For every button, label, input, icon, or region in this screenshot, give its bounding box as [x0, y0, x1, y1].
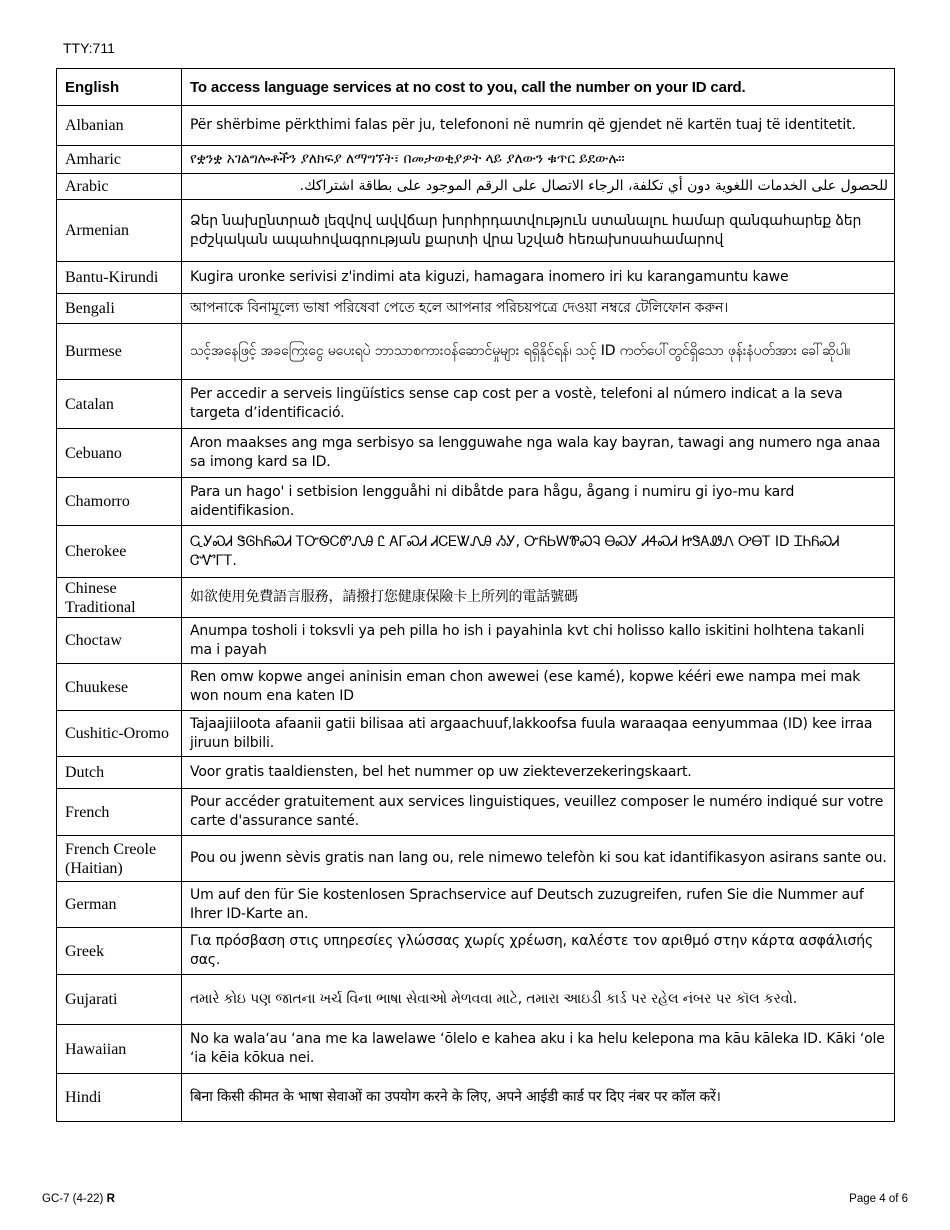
header-language: English: [57, 69, 182, 106]
language-text: Pou ou jwenn sèvis gratis nan lang ou, rele nimewo telefòn ki sou kat idantifikasyon asirans sante ou.: [182, 836, 895, 882]
table-row-amharic: [57, 146, 895, 174]
form-code: [42, 1193, 115, 1205]
language-text: Ձեր նախընտրած լեզվով ավվճար խորհրդատվություն ստանալու համար զանգահարեք ձեր բժշկական ապահովագրության քարտի վրա նշված հեռախոսահամարով: [182, 200, 895, 262]
table-row-french-creole: [57, 836, 895, 882]
page-number: Page 4 of 6: [849, 1193, 908, 1205]
language-text: ᏩᎩᏍᏗ ᏕᎶᏂᏲᏍᏗ ᎢᏅᏫᏟᏛᏁᎯ Ꮭ ᎪᎱᏍᏗ ᏗᏟᎬᏔᏁᎯ ᏱᎩ, ᏅᏲᏏᎳᏈᏍᎸ ᎾᏍᎩ ᏗᏎᏍᏗ ᏥᏕᎪᏪᏁ ᎤᎾᎢ ID ᏆᏂᏲᏍᏗ ᏣᏉᎱᎢ.: [182, 526, 895, 578]
language-text: Voor gratis taaldiensten, bel het nummer op uw ziekteverzekeringskaart.: [182, 757, 895, 789]
language-name: French: [57, 789, 182, 836]
table-header-row: [57, 69, 895, 106]
table-row-cherokee: [57, 526, 895, 578]
table-row-arabic: [57, 174, 895, 200]
table-row-bantu-kirundi: [57, 262, 895, 294]
language-text: No ka wala‘au ‘ana me ka lawelawe ‘ōlelo e kahea aku i ka helu kelepona ma kāu kāleka ID. Kāki ‘ole ‘ia kēia kōkua nei.: [182, 1025, 895, 1074]
language-text: Ren omw kopwe angei aninisin eman chon awewei (ese kamé), kopwe kééri ewe nampa mei mak won noum ena katen ID: [182, 664, 895, 711]
language-name: Chuukese: [57, 664, 182, 711]
table-row-armenian: [57, 200, 895, 262]
language-services-table: [56, 68, 895, 1122]
language-text: बिना किसी कीमत के भाषा सेवाओं का उपयोग करने के लिए, अपने आईडी कार्ड पर दिए नंबर पर कॉल करें।: [182, 1074, 895, 1122]
language-name: Bengali: [57, 294, 182, 324]
table-row-german: [57, 882, 895, 928]
language-text: Për shërbime përkthimi falas për ju, telefononi në numrin që gjendet në kartën tuaj të identitetit.: [182, 106, 895, 146]
language-text: Para un hago' i setbision lengguåhi ni dibåtde para hågu, ågang i numiru gi iyo-mu kard aidentifikasion.: [182, 478, 895, 526]
form-code-text: GC-7 (4-22): [42, 1193, 104, 1205]
language-text: Per accedir a serveis lingüístics sense cap cost per a vostè, telefoni al número indicat a la seva targeta d’identificació.: [182, 380, 895, 429]
table-row-cushitic-oromo: [57, 711, 895, 757]
table-row-chuukese: [57, 664, 895, 711]
table-row-greek: [57, 928, 895, 975]
table-row-dutch: [57, 757, 895, 789]
tty-number: TTY:711: [63, 40, 115, 56]
language-name: Hindi: [57, 1074, 182, 1122]
language-text: للحصول على الخدمات اللغوية دون أي تكلفة، الرجاء الاتصال على الرقم الموجود على بطاقة اشتراكك.: [182, 174, 895, 200]
language-name: Dutch: [57, 757, 182, 789]
table-row-chamorro: [57, 478, 895, 526]
table-row-cebuano: [57, 429, 895, 478]
language-name: Amharic: [57, 146, 182, 174]
header-text: To access language services at no cost to you, call the number on your ID card.: [182, 69, 895, 106]
language-name: Armenian: [57, 200, 182, 262]
table-row-choctaw: [57, 618, 895, 664]
language-name: Albanian: [57, 106, 182, 146]
table-row-albanian: [57, 106, 895, 146]
language-text: Για πρόσβαση στις υπηρεσίες γλώσσας χωρίς χρέωση, καλέστε τον αριθμό στην κάρτα ασφάλισής σας.: [182, 928, 895, 975]
language-name: Catalan: [57, 380, 182, 429]
language-text: የቋንቋ አገልግሎቶችን ያለክፍያ ለማግኘት፣ በመታወቂያዎት ላይ ያለውን ቁጥር ይደውሉ፡፡: [182, 146, 895, 174]
language-name: Arabic: [57, 174, 182, 200]
table-row-burmese: [57, 324, 895, 380]
language-name: Cushitic-Oromo: [57, 711, 182, 757]
table-row-catalan: [57, 380, 895, 429]
form-code-suffix: R: [106, 1193, 115, 1205]
language-name: Chinese Traditional: [57, 578, 182, 618]
language-name: French Creole (Haitian): [57, 836, 182, 882]
table-row-hawaiian: [57, 1025, 895, 1074]
table-row-french: [57, 789, 895, 836]
language-name: Burmese: [57, 324, 182, 380]
language-name: Greek: [57, 928, 182, 975]
language-text: আপনাকে বিনামূল্যে ভাষা পরিষেবা পেতে হলে আপনার পরিচয়পত্রে দেওয়া নম্বরে টেলিফোন করুন।: [182, 294, 895, 324]
language-name: Cherokee: [57, 526, 182, 578]
language-name: Bantu-Kirundi: [57, 262, 182, 294]
language-text: Tajaajiiloota afaanii gatii bilisaa ati argaachuuf,lakkoofsa fuula waraaqaa eenyummaa (ID) kee irraa jiruun bilbili.: [182, 711, 895, 757]
language-name: Cebuano: [57, 429, 182, 478]
language-name: Chamorro: [57, 478, 182, 526]
language-text: Aron maakses ang mga serbisyo sa lengguwahe nga wala kay bayran, tawagi ang numero nga anaa sa imong kard sa ID.: [182, 429, 895, 478]
language-text: 如欲使用免費語言服務，請撥打您健康保險卡上所列的電話號碼: [182, 578, 895, 618]
language-name: Choctaw: [57, 618, 182, 664]
language-text: Anumpa tosholi i toksvli ya peh pilla ho ish i payahinla kvt chi holisso kallo iskitini holhtena takanli ma i payah: [182, 618, 895, 664]
language-name: German: [57, 882, 182, 928]
table-row-bengali: [57, 294, 895, 324]
language-text: તમારે કોઇ પણ જાતના ખર્ચ વિના ભાષા સેવાઓ મેળવવા માટે, તમારા આઇડી કાર્ડ પર રહેલ નંબર પર કૉલ કરવો.: [182, 975, 895, 1025]
language-name: Hawaiian: [57, 1025, 182, 1074]
language-name: Gujarati: [57, 975, 182, 1025]
language-text: သင့်အနေဖြင့် အခကြေးငွေ မပေးရပဲ ဘာသာစကားဝန်ဆောင်မှုများ ရရှိနိုင်ရန်၊ သင့် ID ကတ်ပေါ်တွင်ရှိသော ဖုန်းနံပတ်အား ခေါ်ဆိုပါ။: [182, 324, 895, 380]
table-row-gujarati: [57, 975, 895, 1025]
language-text: Kugira uronke serivisi z'indimi ata kiguzi, hamagara inomero iri ku karangamuntu kawe: [182, 262, 895, 294]
language-text: Pour accéder gratuitement aux services linguistiques, veuillez composer le numéro indiqué sur votre carte d'assurance santé.: [182, 789, 895, 836]
language-text: Um auf den für Sie kostenlosen Sprachservice auf Deutsch zuzugreifen, rufen Sie die Nummer auf Ihrer ID-Karte an.: [182, 882, 895, 928]
table-row-hindi: [57, 1074, 895, 1122]
table-row-chinese-traditional: [57, 578, 895, 618]
